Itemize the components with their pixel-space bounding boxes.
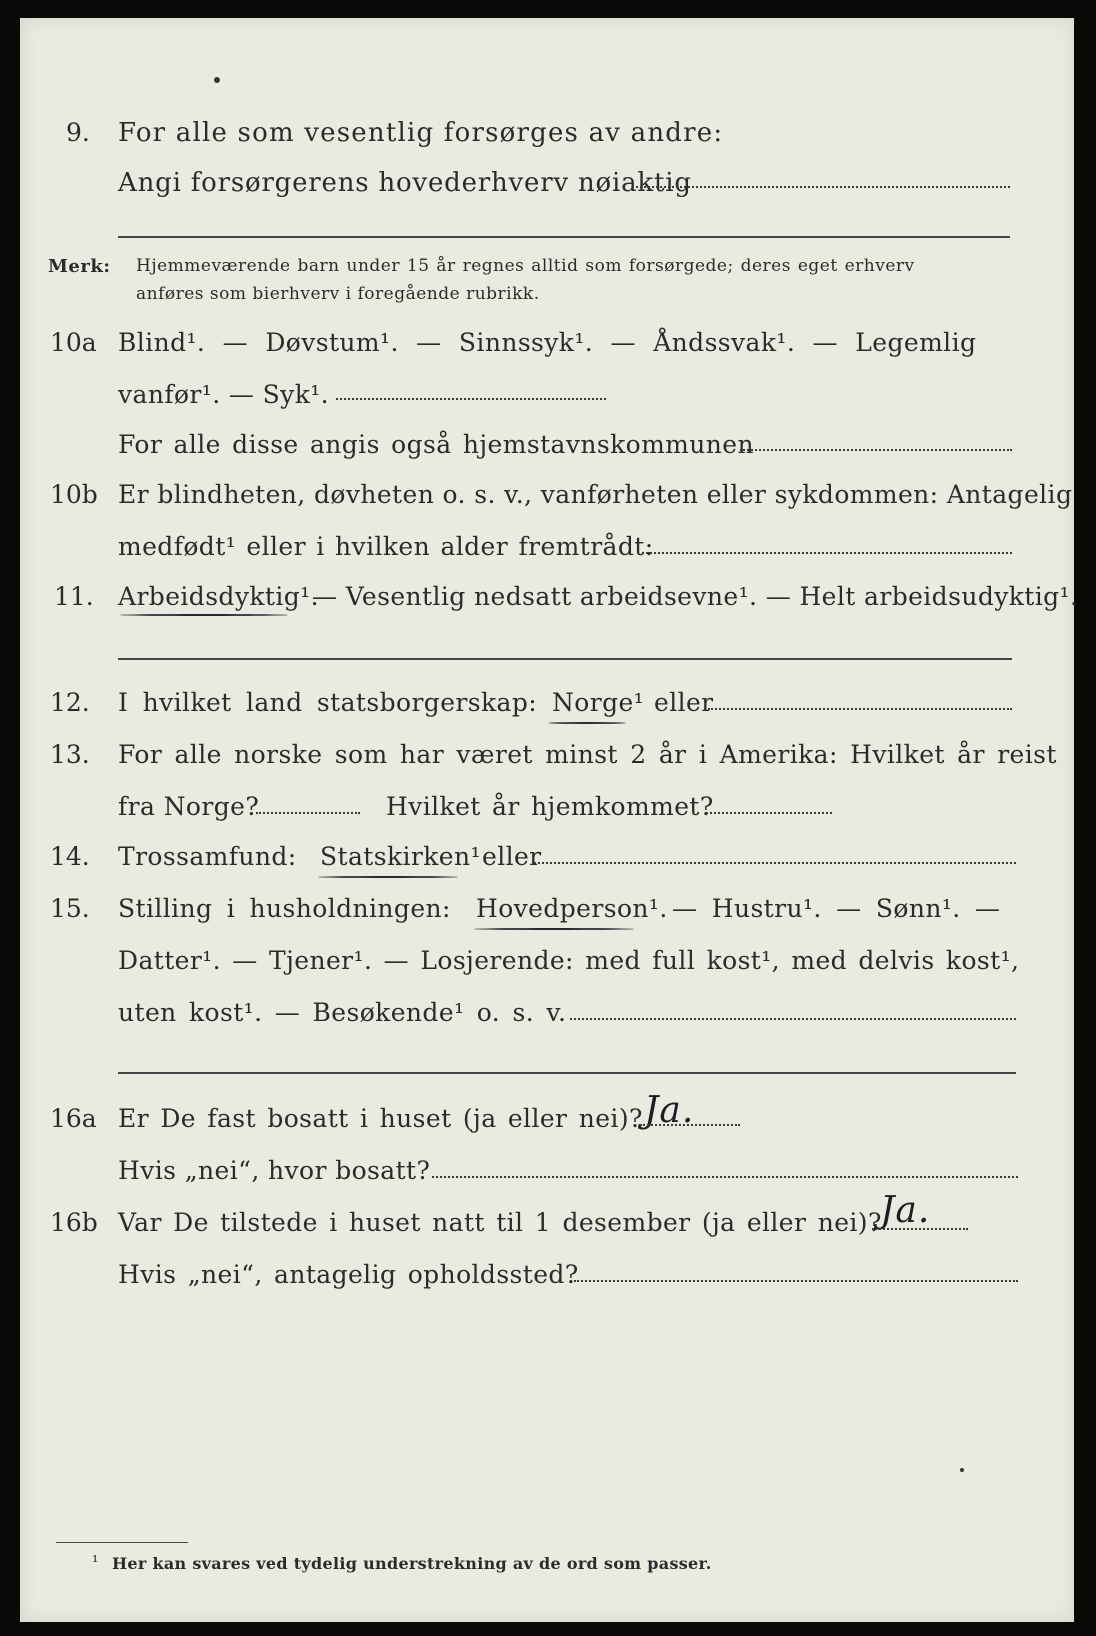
q14-prefix: Trossamfund: (118, 842, 297, 871)
q15-option-hovedperson[interactable]: Hovedperson¹. (476, 894, 668, 923)
q14-number: 14. (50, 842, 90, 871)
q10b-number: 10b (50, 480, 98, 509)
footnote-text: Her kan svares ved tydelig understrekning av de ord som passer. (112, 1554, 712, 1573)
q16b-line1: Var De tilstede i huset natt til 1 desember (ja eller nei)? (118, 1208, 882, 1237)
q12-prefix: I hvilket land statsborgerskap: (118, 688, 538, 717)
q16a-answer-field[interactable] (640, 1124, 740, 1126)
q9-answer-field[interactable] (636, 186, 1010, 188)
q16a-line1: Er De fast bosatt i huset (ja eller nei)? (118, 1104, 643, 1133)
q14-handwritten-underline (318, 876, 458, 878)
q9-line2: Angi forsørgerens hovederhverv nøiaktig (118, 168, 692, 198)
q10b-alder-field[interactable] (642, 552, 1012, 554)
q15-blank-line[interactable] (118, 1072, 1016, 1074)
q16b-answer-field[interactable] (872, 1228, 968, 1230)
q10b-line1: Er blindheten, døvheten o. s. v., vanførheten eller sykdommen: Antagelig (118, 480, 1073, 509)
q12-land-field[interactable] (708, 708, 1012, 710)
merk-line1: Hjemmeværende barn under 15 år regnes alltid som forsørgede; deres eget erhverv (136, 256, 915, 276)
q9-number: 9. (66, 118, 90, 147)
q11-number: 11. (54, 582, 94, 611)
q16a-handwritten-answer[interactable]: Ja. (644, 1090, 695, 1131)
q13-line2a: fra Norge? (118, 792, 260, 821)
footnote-rule (56, 1542, 188, 1543)
q14-option-statskirken[interactable]: Statskirken¹ (320, 842, 481, 871)
q13-hjemkommet-field[interactable] (706, 812, 832, 814)
q15-line3: uten kost¹. — Besøkende¹ o. s. v. (118, 998, 567, 1027)
q11-blank-line[interactable] (118, 658, 1012, 660)
q16a-bosatt-field[interactable] (432, 1176, 1018, 1178)
q13-line2b: Hvilket år hjemkommet? (386, 792, 714, 821)
q11-handwritten-underline (120, 614, 288, 616)
q15-handwritten-underline (474, 928, 634, 930)
q11-rest: — Vesentlig nedsatt arbeidsevne¹. — Helt arbeidsudyktig¹. (312, 582, 1079, 611)
speck-dot (960, 1468, 964, 1472)
q10b-line2: medfødt¹ eller i hvilken alder fremtrådt: (118, 532, 654, 561)
q10a-number: 10a (50, 328, 97, 357)
q12-number: 12. (50, 688, 90, 717)
q16a-line2: Hvis „nei“, hvor bosatt? (118, 1156, 431, 1185)
q11-option-arbeidsdyktig[interactable]: Arbeidsdyktig¹. (118, 582, 319, 611)
q12-handwritten-underline (548, 722, 626, 724)
q13-number: 13. (50, 740, 90, 769)
q14-suffix: eller (482, 842, 542, 871)
merk-label: Merk: (48, 256, 111, 277)
q13-line1: For alle norske som har været minst 2 år i Amerika: Hvilket år reist (118, 740, 1057, 769)
q14-trossamfund-field[interactable] (534, 862, 1016, 864)
q9-second-line[interactable] (118, 236, 1010, 238)
q9-line1: For alle som vesentlig forsørges av andre: (118, 118, 724, 148)
q10a-syk-field[interactable] (336, 398, 606, 400)
q15-prefix: Stilling i husholdningen: (118, 894, 451, 923)
q10a-line2: vanfør¹. — Syk¹. (118, 380, 330, 409)
q16b-opholdssted-field[interactable] (574, 1280, 1018, 1282)
q16a-number: 16a (50, 1104, 97, 1133)
q16b-line2: Hvis „nei“, antagelig opholdssted? (118, 1260, 579, 1289)
merk-line2: anføres som bierhverv i foregående rubrikk. (136, 284, 540, 304)
q12-option-norge[interactable]: Norge¹ (552, 688, 645, 717)
footnote-mark: ¹ (92, 1552, 99, 1571)
q13-reist-field[interactable] (256, 812, 360, 814)
q15-line2: Datter¹. — Tjener¹. — Losjerende: med full kost¹, med delvis kost¹, (118, 946, 1020, 975)
q15-rest1: — Hustru¹. — Sønn¹. — (672, 894, 1001, 923)
q16b-handwritten-answer[interactable]: Ja. (880, 1190, 931, 1231)
q15-annet-field[interactable] (570, 1018, 1016, 1020)
q10a-line1: Blind¹. — Døvstum¹. — Sinnssyk¹. — Åndssvak¹. — Legemlig (118, 328, 977, 357)
q16b-number: 16b (50, 1208, 98, 1237)
q12-suffix: eller (654, 688, 714, 717)
q10a-hjemstavn-field[interactable] (740, 449, 1012, 451)
q10a-line3: For alle disse angis også hjemstavnskommunen (118, 430, 754, 459)
speck-dot (214, 77, 220, 83)
q15-number: 15. (50, 894, 90, 923)
